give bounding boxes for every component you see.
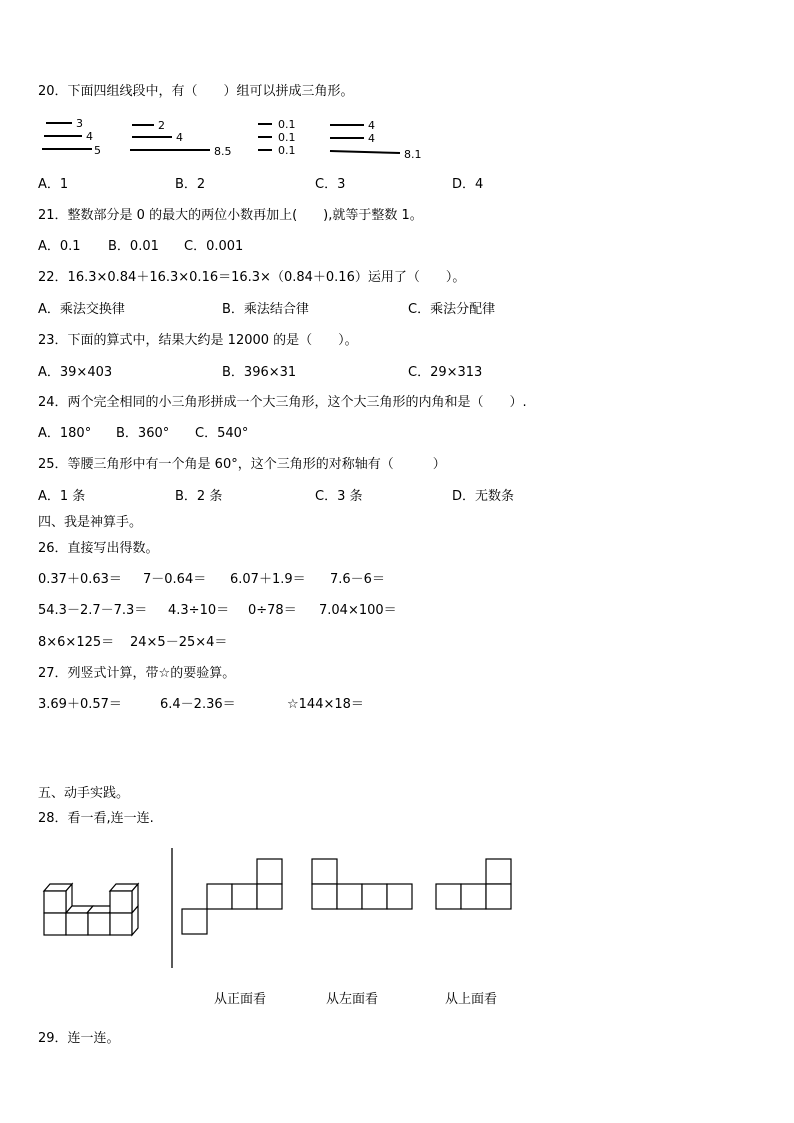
q26-item: 54.3－2.7－7.3＝ <box>38 603 148 618</box>
segment-group-1 <box>42 117 101 157</box>
q26-item: 6.07＋1.9＝ <box>230 572 306 587</box>
svg-text:8.1: 8.1 <box>404 148 422 161</box>
q26-stem: 26．直接写出得数。 <box>38 541 159 556</box>
q24-option-a[interactable]: A．180° <box>38 426 92 441</box>
q28-3d-cube-figure <box>40 883 170 943</box>
svg-text:4: 4 <box>368 132 375 145</box>
svg-text:4: 4 <box>176 131 183 144</box>
q21-option-c[interactable]: C．0.001 <box>184 239 244 254</box>
q24-stem: 24．两个完全相同的小三角形拼成一个大三角形，这个大三角形的内角和是（ ）. <box>38 395 527 410</box>
segment-label: 4 <box>86 130 93 143</box>
q26-item: 7.04×100＝ <box>319 603 397 618</box>
q22-option-a[interactable]: A．乘法交换律 <box>38 302 125 317</box>
q27-stem: 27．列竖式计算，带☆的要验算。 <box>38 666 236 681</box>
segment-group-4 <box>330 119 422 161</box>
q25-stem: 25．等腰三角形中有一个角是 60°，这个三角形的对称轴有（ ） <box>38 457 446 472</box>
q28-divider <box>170 848 174 970</box>
q20-segment-groups <box>0 112 794 172</box>
q28-view-b[interactable] <box>311 857 421 917</box>
q28-view-c[interactable] <box>435 857 525 917</box>
q28-stem: 28．看一看,连一连. <box>38 811 154 826</box>
q20-stem: 20．下面四组线段中，有（ ）组可以拼成三角形。 <box>38 84 354 99</box>
q20-option-b[interactable]: B．2 <box>175 177 206 192</box>
q27-item: ☆144×18＝ <box>287 697 364 712</box>
q22-option-c[interactable]: C．乘法分配律 <box>408 302 496 317</box>
segment-label: 3 <box>76 117 83 130</box>
svg-text:0.1: 0.1 <box>278 144 296 157</box>
svg-text:8.5: 8.5 <box>214 145 232 158</box>
q20-option-c[interactable]: C．3 <box>315 177 346 192</box>
q26-item: 24×5－25×4＝ <box>130 635 228 650</box>
q25-option-d[interactable]: D．无数条 <box>452 489 515 504</box>
svg-text:4: 4 <box>368 119 375 132</box>
q24-option-c[interactable]: C．540° <box>195 426 249 441</box>
q22-stem: 22．16.3×0.84＋16.3×0.16＝16.3×（0.84＋0.16）运用了（ ）。 <box>38 270 466 285</box>
q29-stem: 29．连一连。 <box>38 1031 120 1046</box>
q23-option-b[interactable]: B．396×31 <box>222 365 297 380</box>
q23-option-a[interactable]: A．39×403 <box>38 365 113 380</box>
svg-text:2: 2 <box>158 119 165 132</box>
svg-text:0.1: 0.1 <box>278 131 296 144</box>
q25-option-a[interactable]: A．1 条 <box>38 489 86 504</box>
q25-option-b[interactable]: B．2 条 <box>175 489 223 504</box>
segment-group-3 <box>258 118 296 157</box>
q26-item: 7.6－6＝ <box>330 572 385 587</box>
q26-item: 0÷78＝ <box>248 603 297 618</box>
q28-label-top[interactable]: 从上面看 <box>445 992 498 1007</box>
q20-option-a[interactable]: A．1 <box>38 177 69 192</box>
q21-option-a[interactable]: A．0.1 <box>38 239 81 254</box>
svg-text:0.1: 0.1 <box>278 118 296 131</box>
q23-stem: 23．下面的算式中，结果大约是 12000 的是（ ）。 <box>38 333 358 348</box>
q21-option-b[interactable]: B．0.01 <box>108 239 159 254</box>
section-4-heading: 四、我是神算手。 <box>38 515 143 530</box>
q26-item: 8×6×125＝ <box>38 635 115 650</box>
q28-view-a[interactable] <box>181 857 291 937</box>
segment-label: 5 <box>94 144 101 157</box>
segment-group-2 <box>130 119 232 158</box>
q22-option-b[interactable]: B．乘法结合律 <box>222 302 309 317</box>
section-5-heading: 五、动手实践。 <box>38 786 130 801</box>
q26-item: 7－0.64＝ <box>143 572 207 587</box>
q27-item: 6.4－2.36＝ <box>160 697 236 712</box>
q24-option-b[interactable]: B．360° <box>116 426 170 441</box>
q28-label-left[interactable]: 从左面看 <box>326 992 379 1007</box>
q28-label-front[interactable]: 从正面看 <box>214 992 267 1007</box>
q23-option-c[interactable]: C．29×313 <box>408 365 483 380</box>
q21-stem: 21．整数部分是 0 的最大的两位小数再加上( ),就等于整数 1。 <box>38 208 423 223</box>
q20-option-d[interactable]: D．4 <box>452 177 484 192</box>
q26-item: 0.37＋0.63＝ <box>38 572 122 587</box>
q27-item: 3.69＋0.57＝ <box>38 697 122 712</box>
q25-option-c[interactable]: C．3 条 <box>315 489 363 504</box>
q26-item: 4.3÷10＝ <box>168 603 230 618</box>
